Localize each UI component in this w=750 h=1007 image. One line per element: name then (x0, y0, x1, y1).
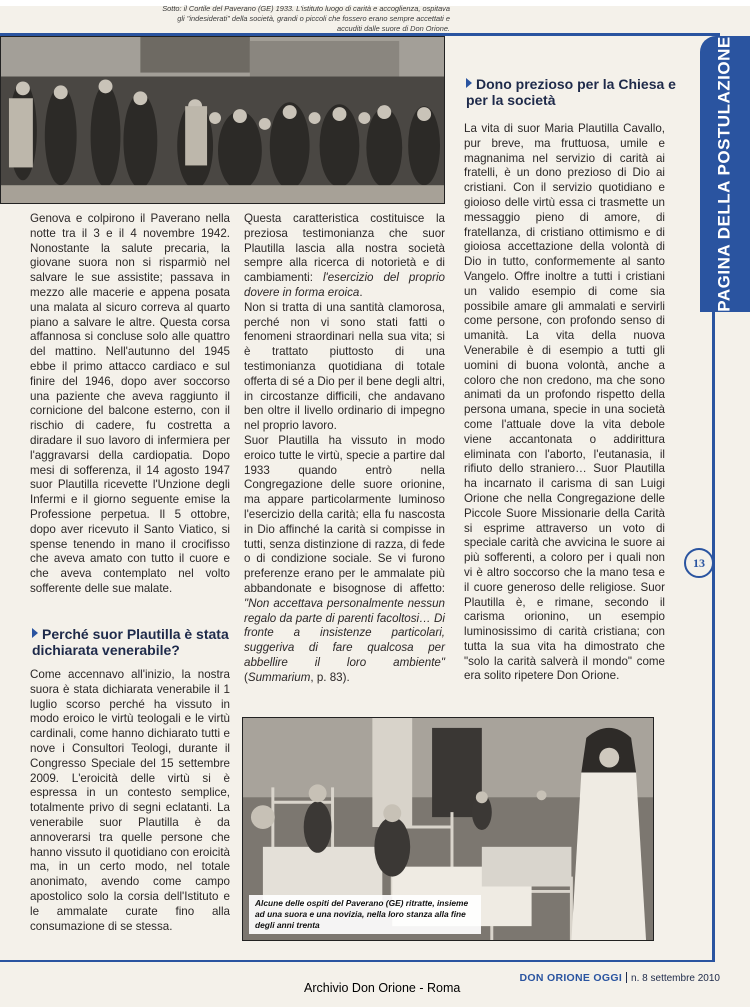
issue-number: n. 8 settembre 2010 (631, 973, 720, 984)
paragraph: Suor Plautilla ha vissuto in modo eroico tutte le virtù, specie a partire dal 1933 quando entrò nella Congregazione delle suore orionine, ma appare particolarmente luminoso l'esercizio della carità; ella fu nascosta in Dio affinché la carità si compisse in tutti, senza distinzione di razza, di fede o di condizione sociale. Se vi furono preferenze erano per le ammalate più abbandonate e bisognose di affetto: "Non accettava personalmente nessun regalo da parte di parenti facoltosi… Di fronte a insistenze particolari, suggeriva di fare qualcosa per abbellire il loro ambiente" (Summarium, p. 83). (244, 433, 445, 684)
bottom-rule (0, 960, 715, 962)
magazine-footer (490, 972, 720, 984)
archive-credit: Archivio Don Orione - Roma (304, 981, 461, 995)
section-heading-dono-prezioso: Dono prezioso per la Chiesa e per la società (466, 76, 676, 108)
ward-room-photo (242, 717, 654, 941)
section-heading-venerabile: Perché suor Plautilla è stata dichiarata venerabile? (32, 626, 229, 658)
postulation-side-band-label: PAGINA DELLA POSTULAZIONE (715, 36, 734, 312)
paragraph: Genova e colpirono il Paverano nella notte tra il 3 e il 4 novembre 1942. Nonostante la salute precaria, la giovane suora non si risparmiò nel salvare le sue assistite; passava in mezzo alle macerie e appena posata una malata al sicuro correva al quarto piano a salvare le altre. Questa corsa affannosa si concluse solo alle quattro del mattino. Nell'autunno del 1945 ebbe il primo attacco cardiaco e sul finire del 1946, dopo aver soccorso una paziente che aveva raggiunto il cornicione del balcone esterno, con il rischio di cadere, fu costretta a diradare il suo lavoro di infermiera per l'aggravarsi della cardiopatia. Dopo mesi di sofferenza, il 14 agosto 1947 suor Plautilla ricevette l'Unzione degli Infermi e il giorno seguente emise la Professione perpetua. Il 5 ottobre, dopo aver ricevuto il Santo Viatico, si spense tenendo in mano il crocifisso che aveva amato con tutto il cuore e che aveva contemplato nel volto sofferente delle sue malate. (30, 212, 230, 595)
paragraph: Come accennavo all'inizio, la nostra suora è stata dichiarata venerabile il 1 luglio scorso perché ha vissuto in modo eroico le virtù teologali e le virtù cardinali, come hanno dichiarato tutti e nove i Consultori Teologi, durante il Congresso Speciale del 15 settembre 2009. L'eroicità delle virtù si è espressa in un contesto semplice, totalmente privo di segni eclatanti. La venerabile suor Plautilla è da annoverarsi tra quelle persone che hanno vissuto il quotidiano con eroicità ma, in un certo modo, nel totale anonimato, avendo come campo apostolico solo la corsia dell'Istituto e le ammalate curate fino alla consumazione di se stessa. (30, 668, 230, 933)
article-column-middle (244, 212, 445, 686)
article-column-left-bottom (30, 668, 230, 934)
paragraph: Questa caratteristica costituisce la preziosa testimonianza che suor Plautilla lascia alla nostra società sempre alla ricerca di notorietà e di cambiamenti: l'esercizio del proprio dovere in forma eroica. (244, 212, 445, 299)
side-rule (712, 312, 715, 960)
top-photo-caption: Sotto: il Cortile del Paverano (GE) 1933. L'istituto luogo di carità e accoglienza, ospitava gli "indesiderati" della società, grandi o piccoli che fossero erano sempre accettati e accuditi dalle suore di Don Orione. (162, 4, 450, 33)
ward-photo-caption: Alcune delle ospiti del Paverano (GE) ritratte, insieme ad una suora e una novizia, nella loro stanza alla fine degli anni trenta (249, 895, 481, 934)
footer-separator (626, 972, 627, 983)
heading-arrow-icon (466, 78, 472, 88)
page-number-badge: 13 (684, 548, 714, 578)
article-column-right (464, 122, 665, 684)
paragraph: La vita di suor Maria Plautilla Cavallo, pur breve, ma fruttuosa, umile e magnanima nel servizio di carità ai fratelli, è un dono prezioso di Dio ai cristiani. Con il servizio quotidiano e gioioso delle virtù essa ci trasmette un messaggio pieno di amore, di fratellanza, di cristiano ottimismo e di gioiosa accettazione della volontà di Dio in tutto, conformemente al santo Vangelo. Offre inoltre a tutti i cristiani un valido esempio di come sia possibile amare gli ammalati e servirli come persone, con profondo senso di umanità. La vita della nuova Venerabile è di esempio a tutti gli uomini di buona volontà, anche a coloro che non credono, ma che sono animati da un profondo rispetto della persona umana, specie in una società come l'attuale dove la vita debole viene accantonata o addirittura eliminata con l'aborto, l'eutanasia, il rifiuto dello straniero… Suor Plautilla ha incarnato il carisma di san Luigi Orione che nella Congregazione delle Piccole Suore Missionarie della Carità si esprime attraverso un voto di speciale carità che avvicina le suore ai più sofferenti, a coloro per i quali non vi è altro soccorso che la mano tesa e il cuore generoso delle religiose. Suor Plautilla è, e rimane, secondo il carisma orionino, un esempio luminosissimo di carità cristiana; con tutta la sua vita ha dimostrato che "solo la carità salverà il mondo" come era solito ripetere Don Orione. (464, 122, 665, 683)
paragraph: Non si tratta di una santità clamorosa, perché non vi sono stati fatti o fenomeni straordinari nella sua vita; si è trattato piuttosto di una testimonianza quotidiana di totale offerta di sé a Dio per il bene degli altri, in circostanze difficili, che andavano ben oltre il livello ordinario di impegno nel proprio lavoro. (244, 300, 445, 433)
magazine-name: DON ORIONE OGGI (519, 972, 623, 984)
courtyard-photo (0, 36, 445, 204)
heading-arrow-icon (32, 628, 38, 638)
article-column-left-top (30, 212, 230, 597)
